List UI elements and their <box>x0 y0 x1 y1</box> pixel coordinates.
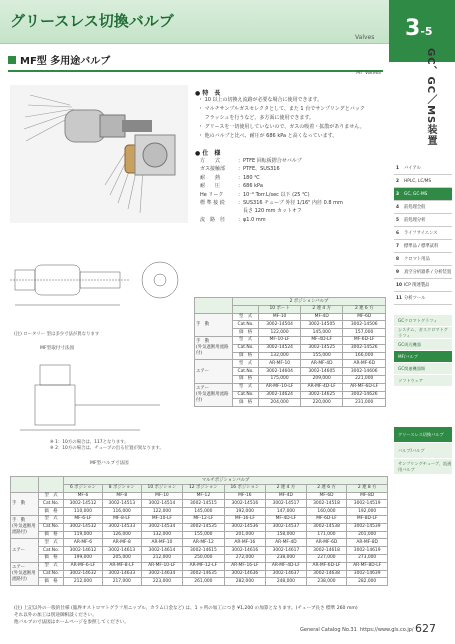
spec-row: 標 準 接 続 ：SUS316 チューブ 外径 1/16" 内径 0.8 mm <box>200 200 343 207</box>
table-cell: 220,000 <box>300 399 343 407</box>
table-cell: 145,000 <box>183 508 224 516</box>
side-menu-num: 2 <box>396 178 399 184</box>
product-tag: MF Valves <box>356 70 381 76</box>
table-cell: 3002-14517 <box>266 500 307 508</box>
table-cell: 3002-14513 <box>102 500 141 508</box>
spec-row: 流 路 径 ：φ1.0 mm <box>200 216 266 223</box>
col-header: 2 連 4 方 <box>266 484 307 492</box>
side-menu-label: クロマト用品 <box>404 257 430 262</box>
table-cell: MF-4D-LF <box>300 336 343 344</box>
table-cell: 227,000 <box>306 554 347 562</box>
table-cell: 192,000 <box>347 508 388 516</box>
table-cell: MF-6D <box>343 313 386 321</box>
row-field-label: 価 格 <box>39 578 64 586</box>
table-cell: MF-10 <box>259 313 301 321</box>
table-cell: 166,000 <box>343 352 386 360</box>
footnote-line: (注) 上記以外の一般的仕様 (臨界オストロマトグラフ用ニップル、カラム口金など) は、1 ヶ所の加工につき ¥1,200 の加算となります。(チューブ長さ 標準 260 mm) <box>14 606 358 611</box>
col-header: 10 ポート <box>259 305 301 313</box>
table-cell: 3002-14626 <box>343 391 386 399</box>
side-menu-num: 11 <box>396 295 402 301</box>
section-main: 3 <box>405 16 421 41</box>
side-menu-label: 標準品 / 標準試料 <box>404 244 439 249</box>
section-sub: -5 <box>420 25 433 38</box>
side-submenu-item[interactable]: GC周辺機器 <box>394 339 452 351</box>
side-menu-num: 9 <box>396 269 399 275</box>
col-header: 2 連 6 方 <box>306 484 347 492</box>
table-cell: AR-MF-8 <box>102 539 141 547</box>
feature-item: ・ マルチサンプルガスセレクタとして、また 1 台でサンプリングとバック <box>198 106 365 112</box>
table-cell: 132,000 <box>141 531 182 539</box>
table-cell: 3002-14613 <box>102 547 141 555</box>
table-cell: 3002-14524 <box>259 344 301 352</box>
row-field-label: 価 格 <box>233 375 259 383</box>
table-cell: 199,000 <box>64 554 103 562</box>
side-menu-item[interactable] <box>394 201 452 214</box>
table-cell: AR-MF-6D <box>306 539 347 547</box>
table-cell: 3002-14526 <box>343 344 386 352</box>
table-cell: 122,000 <box>141 508 182 516</box>
spec-row: ガス接触部 ：PTFE、SUS316 <box>200 166 280 173</box>
col-header: 12 ポジション <box>183 484 224 492</box>
side-menu-item[interactable] <box>394 266 452 279</box>
table-cell: 155,000 <box>183 531 224 539</box>
drawing-caption-1: MF型取付寸法図 <box>40 346 75 351</box>
table-row <box>195 383 386 391</box>
corner-cell <box>11 477 39 493</box>
side-submenu-item[interactable]: GC関連機器類 <box>394 363 452 375</box>
side-submenu-item[interactable]: MF/バルブ <box>394 351 452 363</box>
table-cell: MF-8D <box>347 492 388 500</box>
table-cell: 204,000 <box>259 399 301 407</box>
table-cell: 3002-14536 <box>224 523 265 531</box>
table-cell: 3002-14614 <box>141 547 182 555</box>
valve-photo-illustration <box>10 85 188 223</box>
table-cell: 3002-14514 <box>141 500 182 508</box>
table-cell: 3002-14624 <box>259 391 301 399</box>
side-menu-item[interactable] <box>394 253 452 266</box>
side-menu-label: 真空分析器系 / 分析装置 <box>404 270 452 275</box>
table-cell: AR-MF-8D-LF <box>347 562 388 570</box>
table-cell: AR-MF-4D <box>300 360 343 368</box>
table-cell: AR-MF-8-LF <box>102 562 141 570</box>
side-menu-item[interactable] <box>394 188 452 201</box>
table-cell: 3002-14518 <box>306 500 347 508</box>
side-menu-label: 分析ツール <box>404 296 426 301</box>
table-group-header: 2 ポジションバルブ <box>233 298 386 306</box>
table-cell: 3002-14618 <box>306 547 347 555</box>
drawing-note-item: ※ 2：10方の場合は、チューブの出る位置が異なります。 <box>50 446 164 451</box>
side-bottom-item[interactable]: グリースレス切換バルブ <box>394 427 452 443</box>
table-cell: 171,000 <box>306 531 347 539</box>
row-field-label: 型 式 <box>39 492 64 500</box>
table-cell: 132,000 <box>259 352 301 360</box>
table-row <box>195 360 386 368</box>
table-cell: 221,000 <box>343 375 386 383</box>
table-cell: 175,000 <box>259 375 301 383</box>
catalog-url[interactable]: https://www.gls.co.jp/ <box>359 627 414 633</box>
table-cell: 3002-14617 <box>266 547 307 555</box>
table-cell: 261,000 <box>183 578 224 586</box>
table-cell: 3002-14505 <box>300 321 343 329</box>
table-cell: MF-8-LF <box>102 515 141 523</box>
table-cell: 212,000 <box>141 554 182 562</box>
table-row <box>11 570 388 578</box>
side-menu-item[interactable] <box>394 279 452 292</box>
table-row <box>11 523 388 531</box>
side-menu-item[interactable] <box>394 292 452 305</box>
table-cell: MF-10 <box>141 492 182 500</box>
table-cell: 3002-14537 <box>266 523 307 531</box>
table-cell: 3002-14612 <box>64 547 103 555</box>
row-group-label: エアー (外気遮断用流路付) <box>11 562 39 585</box>
page-number: 627 <box>415 622 436 635</box>
side-menu-num: 10 <box>396 282 402 288</box>
table-cell: 3002-14619 <box>347 547 388 555</box>
table-cell: 3002-14604 <box>259 368 301 376</box>
table-cell: 3002-14634 <box>141 570 182 578</box>
row-field-label: 型 式 <box>233 313 259 321</box>
table-cell: AR-MF-10 <box>259 360 301 368</box>
row-field-label: Cat.No. <box>233 391 259 399</box>
col-header: 16 ポジション <box>224 484 265 492</box>
table-row <box>11 492 388 500</box>
row-field-label: 価 格 <box>39 554 64 562</box>
row-group-label: 手 動 <box>195 313 233 336</box>
multi-position-table <box>10 476 388 586</box>
spec-row: 長さ 120 mm カットオフ <box>238 208 302 215</box>
spec-row: 耐 熱 ：180 ℃ <box>200 174 260 181</box>
row-group-label: エアー <box>195 360 233 383</box>
side-menu-label: ICP 関連製品 <box>404 283 430 288</box>
table-row <box>195 336 386 344</box>
footnote <box>14 605 384 626</box>
table-cell: 3002-14535 <box>183 523 224 531</box>
table-cell: 248,000 <box>266 578 307 586</box>
valve-drawing <box>10 360 188 440</box>
table-cell: MF-6D-LF <box>306 515 347 523</box>
side-submenu-item[interactable]: GCクロマトグラフィ <box>394 315 452 327</box>
table-cell: 212,000 <box>64 578 103 586</box>
table-cell: 231,000 <box>343 399 386 407</box>
side-menu-num: 5 <box>396 217 399 223</box>
side-menu-num: 8 <box>396 256 399 262</box>
specs-title: ● 仕 様 <box>195 150 221 157</box>
side-menu-num: 6 <box>396 230 399 236</box>
table-cell: 116,000 <box>102 508 141 516</box>
category-label: Valves <box>355 34 375 41</box>
col-spacer <box>233 305 259 313</box>
table-cell: 272,000 <box>224 554 265 562</box>
drawing-note-item: ※ 1：10方の場合は、117となります。 <box>50 440 129 445</box>
table-cell: 3002-14639 <box>347 570 388 578</box>
table-cell: 238,000 <box>306 578 347 586</box>
row-field-label: 型 式 <box>39 562 64 570</box>
table-cell: 3002-14606 <box>343 368 386 376</box>
page-title: グリースレス切換バルブ <box>10 12 174 30</box>
side-menu-num: 3 <box>396 191 399 197</box>
features-list <box>198 96 388 141</box>
table-cell: MF-16-LF <box>224 515 265 523</box>
col-header: 2 連 8 方 <box>347 484 388 492</box>
table-cell: 217,000 <box>102 578 141 586</box>
col-header: 10 ポジション <box>141 484 182 492</box>
table-row <box>11 554 388 562</box>
product-title: MF型 多用途バルブ <box>20 56 111 67</box>
feature-item: ・ 他のバルブと比べ、耐圧が 686 kPa と高くなっています。 <box>198 133 338 139</box>
table-cell: 238,000 <box>266 554 307 562</box>
corner-cell <box>195 298 233 314</box>
footer-catalog <box>300 627 414 633</box>
col-header: 2 連 6 方 <box>343 305 386 313</box>
table-cell: 282,000 <box>224 578 265 586</box>
table-cell: 147,000 <box>266 508 307 516</box>
table-cell: 3002-14532 <box>64 523 103 531</box>
table-cell: 3002-14636 <box>224 570 265 578</box>
row-field-label: Cat.No. <box>39 500 64 508</box>
row-field-label: 型 式 <box>39 515 64 523</box>
table-cell: MF-8D-LF <box>347 515 388 523</box>
side-menu-num: 7 <box>396 243 399 249</box>
side-bottom-item[interactable]: サンプリングチューブ、流通用バルブ <box>394 459 452 475</box>
table-cell: AR-MF-6D-LF <box>343 383 386 391</box>
col-header: 8 ポジション <box>102 484 141 492</box>
table-cell: 3002-14516 <box>224 500 265 508</box>
table-cell: 160,000 <box>306 508 347 516</box>
table-row <box>11 500 388 508</box>
table-cell: 145,000 <box>300 329 343 337</box>
row-field-label: 型 式 <box>233 383 259 391</box>
table-cell: 282,000 <box>347 578 388 586</box>
table-cell: 201,000 <box>347 531 388 539</box>
spec-row: 方 式 ：PTFE 回転板摺合せバルブ <box>200 158 302 164</box>
table-row <box>11 508 388 516</box>
table-row <box>195 313 386 321</box>
table-cell: MF-4D <box>300 313 343 321</box>
table-cell: 122,000 <box>259 329 301 337</box>
table-row <box>11 531 388 539</box>
feature-item: フラッシュを行うなど、多方面に使用できます。 <box>198 115 314 121</box>
side-menu-item[interactable] <box>394 240 452 253</box>
table-cell: AR-MF-10 <box>141 539 182 547</box>
table-cell: MF-10-LF <box>141 515 182 523</box>
table-cell: MF-6D <box>306 492 347 500</box>
table-cell: 3002-14539 <box>347 523 388 531</box>
table-cell: 157,000 <box>343 329 386 337</box>
table-cell: MF-6D-LF <box>343 336 386 344</box>
footnote-line: 他バルブの寸法図はホームページを参照してください。 <box>14 620 129 625</box>
table-cell: AR-MF-8D <box>347 539 388 547</box>
table-cell: 3002-14637 <box>266 570 307 578</box>
product-heading <box>8 52 383 76</box>
table-cell: 209,000 <box>300 375 343 383</box>
table-cell: 192,000 <box>224 508 265 516</box>
valve-drawing-svg <box>10 360 188 440</box>
row-field-label: 価 格 <box>39 531 64 539</box>
table-cell: MF-16 <box>224 492 265 500</box>
side-menu-item[interactable] <box>394 214 452 227</box>
table-cell: 3002-14625 <box>300 391 343 399</box>
footnote-line: それ以外の加工は別途御相談ください。 <box>14 613 97 618</box>
table-cell: AR-MF-6D-LF <box>306 562 347 570</box>
row-group-label: エアー <box>11 539 39 562</box>
row-field-label: Cat.No. <box>39 570 64 578</box>
table-cell: 3002-14525 <box>300 344 343 352</box>
side-vertical-title: GC、GC／MS装置 <box>425 48 436 147</box>
table-cell: 3002-14515 <box>183 500 224 508</box>
drawing-note: (注) ロータリー 型は多少寸法が異なります <box>14 332 100 337</box>
table-row <box>11 547 388 555</box>
table-cell: 3002-14616 <box>224 547 265 555</box>
table-cell: AR-MF-12-LF <box>183 562 224 570</box>
mounting-drawing-svg <box>10 240 188 320</box>
product-photo <box>10 85 188 223</box>
table-cell: 3002-14504 <box>259 321 301 329</box>
table-cell: 3002-14519 <box>347 500 388 508</box>
table-cell: 3002-14605 <box>300 368 343 376</box>
side-menu-label: 前処理分析 <box>404 218 426 223</box>
table-cell: 205,000 <box>102 554 141 562</box>
table-cell: 119,000 <box>64 531 103 539</box>
row-field-label: 型 式 <box>39 539 64 547</box>
feature-item: ・ 10 以上の切換え流路が必要な場合に使用できます。 <box>198 97 323 103</box>
table-cell: 3002-14615 <box>183 547 224 555</box>
drawing-notes <box>50 440 164 452</box>
side-menu-item[interactable] <box>394 227 452 240</box>
table-cell: AR-MF-6-LF <box>64 562 103 570</box>
spec-row: 耐 圧 ：686 kPa <box>200 183 263 190</box>
table-cell: 3002-14538 <box>306 523 347 531</box>
side-menu-label: HPLC, LC/MS <box>404 178 432 184</box>
heading-marker-icon <box>8 56 16 64</box>
row-group-label: 手 動 <box>11 492 39 515</box>
table-cell: 3002-14633 <box>102 570 141 578</box>
side-menu-label: ライフサイエンス <box>404 231 438 236</box>
table-cell: 110,000 <box>64 508 103 516</box>
side-bottom-item[interactable]: バルブ/バルブ <box>394 443 452 459</box>
row-group-label: 手 動 (外気遮断用流路付) <box>195 336 233 359</box>
side-menu-num: 1 <box>396 165 399 171</box>
table-cell: 3002-14506 <box>343 321 386 329</box>
table-cell: AR-MF-10-LF <box>141 562 182 570</box>
row-field-label: Cat.No. <box>233 368 259 376</box>
table-cell: AR-MF-16 <box>224 539 265 547</box>
table-cell: 201,000 <box>224 531 265 539</box>
mounting-drawing <box>10 240 188 330</box>
row-field-label: 型 式 <box>233 360 259 368</box>
row-field-label: Cat.No. <box>233 321 259 329</box>
table-cell: 3002-14635 <box>183 570 224 578</box>
row-field-label: Cat.No. <box>39 523 64 531</box>
table-cell: 3002-14632 <box>64 570 103 578</box>
catalog-name: General Catalog No.31 <box>300 627 357 633</box>
feature-item: ・ グリースを一切使用していないので、ガスの吸着・拡散がありません。 <box>198 124 365 130</box>
side-menu-item[interactable] <box>394 175 452 188</box>
drawing-caption-2: MF型バルブ寸法図 <box>90 461 129 466</box>
table-group-header: マルチポジションバルブ <box>64 477 388 485</box>
table-cell: 3002-14638 <box>306 570 347 578</box>
features-title: ● 特 長 <box>195 90 221 97</box>
table-cell: AR-MF-6D <box>343 360 386 368</box>
table-cell: 223,000 <box>141 578 182 586</box>
two-position-table <box>194 297 386 407</box>
side-submenu-item[interactable]: ソフトウェア <box>394 375 452 387</box>
side-menu-label: バイアル <box>404 166 421 171</box>
table-cell: 3002-14534 <box>141 523 182 531</box>
table-cell: MF-12 <box>183 492 224 500</box>
row-field-label: 価 格 <box>39 508 64 516</box>
row-field-label: Cat.No. <box>233 344 259 352</box>
table-cell: 250,000 <box>183 554 224 562</box>
table-cell: AR-MF-6 <box>64 539 103 547</box>
row-group-label: エアー (外気遮断用流路付) <box>195 383 233 406</box>
side-menu-num: 4 <box>396 204 399 210</box>
side-menu <box>394 162 452 475</box>
row-field-label: 価 格 <box>233 399 259 407</box>
side-menu-item[interactable] <box>394 162 452 175</box>
table-cell: AR-MF-4D-LF <box>300 383 343 391</box>
row-field-label: Cat.No. <box>39 547 64 555</box>
table-cell: MF-4D-LF <box>266 515 307 523</box>
table-cell: MF-10-LF <box>259 336 301 344</box>
table-cell: AR-MF-4D-LF <box>266 562 307 570</box>
table-cell: 3002-14533 <box>102 523 141 531</box>
side-menu-label: 前処理全般 <box>404 205 426 210</box>
side-submenu-item[interactable]: システム、ガスクロマトグラフィ <box>394 327 452 339</box>
table-cell: AR-MF-12 <box>183 539 224 547</box>
table-cell: 126,000 <box>102 531 141 539</box>
col-header: 2 連 4 方 <box>300 305 343 313</box>
table-cell: MF-6 <box>64 492 103 500</box>
table-cell: 155,000 <box>300 352 343 360</box>
table-cell: MF-8 <box>102 492 141 500</box>
table-row <box>11 578 388 586</box>
table-row <box>11 562 388 570</box>
side-menu-label: GC, GC-MS <box>404 191 428 197</box>
row-field-label: 価 格 <box>233 329 259 337</box>
specs-list <box>200 157 343 224</box>
table-cell: 158,000 <box>266 531 307 539</box>
table-row <box>11 515 388 523</box>
table-cell: AR-MF-16-LF <box>224 562 265 570</box>
row-field-label: 価 格 <box>233 352 259 360</box>
table-cell: 273,000 <box>347 554 388 562</box>
table-cell: AR-MF-10-LF <box>259 383 301 391</box>
row-field-label: 型 式 <box>233 336 259 344</box>
table-cell: AR-MF-4D <box>266 539 307 547</box>
table-cell: MF-6-LF <box>64 515 103 523</box>
table-cell: MF-4D <box>266 492 307 500</box>
spec-row: He リーク ：10⁻⁶ Torr.L/sec 以下 (25 ℃) <box>200 191 310 198</box>
table-cell: 3002-14512 <box>64 500 103 508</box>
table-cell: MF-12-LF <box>183 515 224 523</box>
col-spacer <box>39 477 64 493</box>
col-header: 6 ポジション <box>64 484 103 492</box>
row-group-label: 手 動 (外気遮断用流路付) <box>11 515 39 538</box>
table-row <box>11 539 388 547</box>
